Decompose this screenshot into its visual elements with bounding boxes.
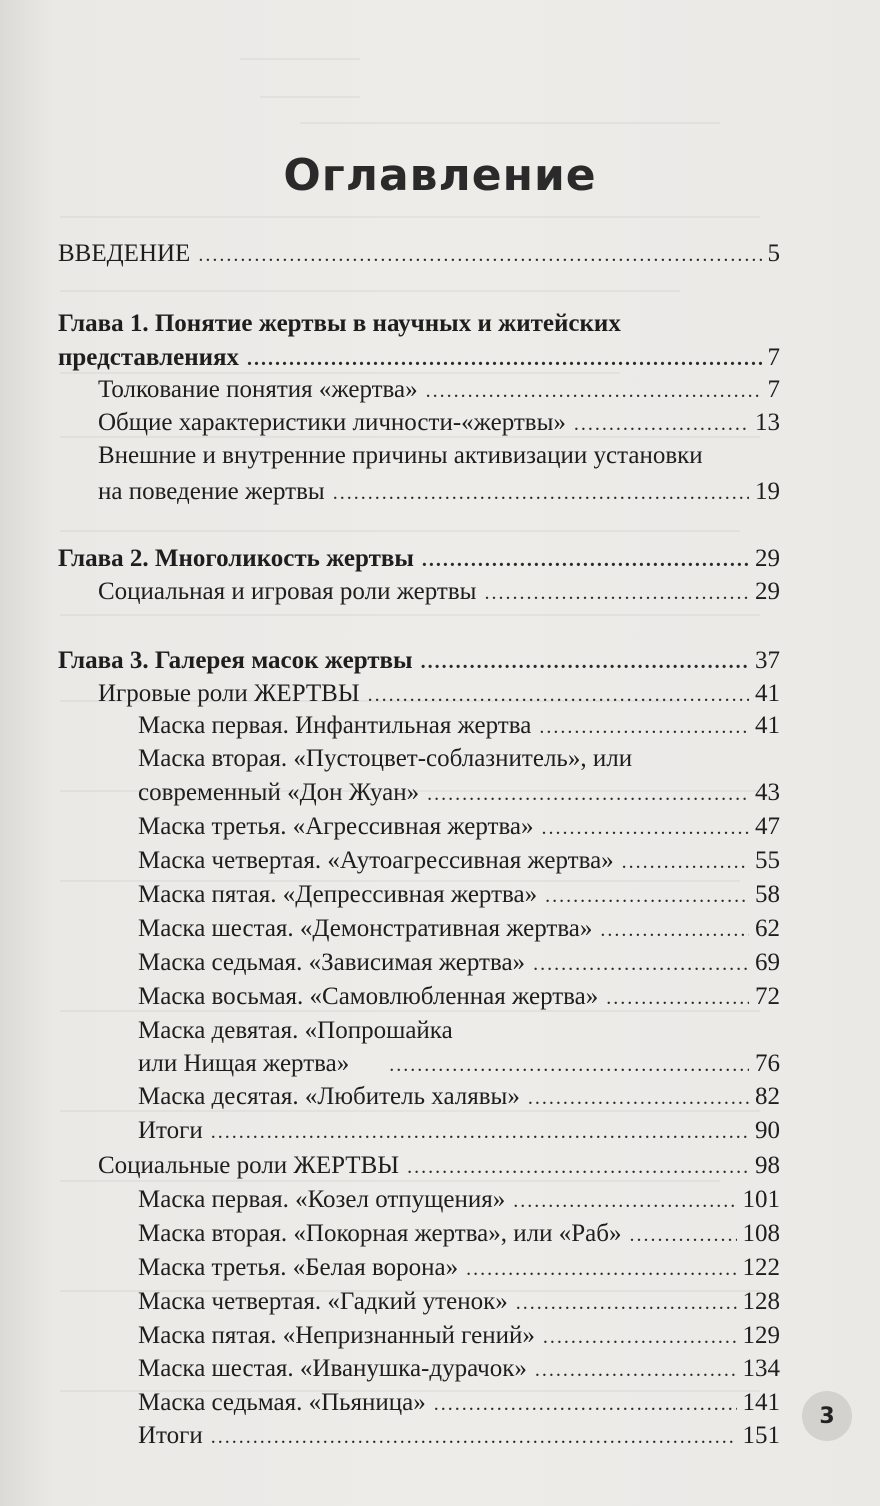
toc-entry-page: 72 <box>755 983 780 1010</box>
toc-entry-page: 55 <box>755 847 780 874</box>
toc-entry-label: Общие характеристики личности-«жертвы» <box>98 409 566 436</box>
toc-entry-page: 13 <box>755 409 780 436</box>
toc-entry-page: 7 <box>767 344 780 371</box>
toc-entry-page: 98 <box>755 1152 780 1179</box>
toc-entry-label: Маска первая. Инфантильная жертва <box>138 712 532 739</box>
toc-entry[interactable] <box>138 777 780 810</box>
toc-entry-label: Маска третья. «Белая ворона» <box>138 1254 459 1281</box>
leader-dots <box>528 1082 749 1114</box>
leader-dots <box>535 1354 737 1386</box>
toc-entry[interactable] <box>138 1048 780 1081</box>
leader-dots <box>606 982 749 1014</box>
toc-entry-label: Глава 2. Многоликость жертвы <box>58 545 414 572</box>
toc-entry-chapter-3[interactable] <box>58 645 780 678</box>
toc-entry[interactable] <box>138 947 780 980</box>
leader-dots <box>545 880 749 912</box>
leader-dots <box>434 1388 737 1420</box>
toc-entry[interactable] <box>138 1353 780 1386</box>
toc-entry-page: 5 <box>767 240 780 267</box>
leader-dots <box>622 846 749 878</box>
toc-entry-page: 37 <box>755 647 780 674</box>
toc-entry-page: 29 <box>755 578 780 605</box>
toc-entry-page: 29 <box>755 545 780 572</box>
toc-entry-chapter-2[interactable] <box>58 543 780 576</box>
toc-entry-game-roles[interactable] <box>98 678 780 711</box>
toc-entry[interactable] <box>98 576 780 609</box>
toc-entry[interactable] <box>98 407 780 440</box>
toc-entry-label: Итоги <box>138 1422 203 1449</box>
toc-entry-label: или Нищая жертва» <box>138 1050 350 1077</box>
toc-entry-line1[interactable]: Маска девятая. «Попрошайка <box>138 1017 453 1044</box>
toc-entry-label: Маска пятая. «Непризнанный гений» <box>138 1322 535 1349</box>
leader-dots <box>421 646 749 678</box>
leader-dots <box>422 544 749 576</box>
toc-entry-label: Маска шестая. «Демонстративная жертва» <box>138 915 593 942</box>
toc-entry-label: Маска четвертая. «Гадкий утенок» <box>138 1288 508 1315</box>
leader-dots <box>542 812 749 844</box>
page-title: Оглавление <box>283 150 597 201</box>
toc-entry-label: Маска третья. «Агрессивная жертва» <box>138 813 534 840</box>
toc-entry-page: 43 <box>755 779 780 806</box>
toc-entry-page: 82 <box>755 1083 780 1110</box>
toc-entry[interactable] <box>138 811 780 844</box>
toc-entry-intro[interactable] <box>58 238 780 271</box>
toc-entry-page: 7 <box>767 376 780 403</box>
toc-entry-page: 19 <box>755 478 780 505</box>
toc-entry-label: Глава 3. Галерея масок жертвы <box>58 647 413 674</box>
leader-dots <box>198 239 761 271</box>
leader-dots <box>211 1421 737 1453</box>
toc-entry[interactable] <box>138 1286 780 1319</box>
leader-dots <box>629 1219 736 1251</box>
toc-entry[interactable] <box>138 1252 780 1285</box>
toc-entry-page: 90 <box>755 1117 780 1144</box>
toc-entry-label: Маска четвертая. «Аутоагрессивная жертва» <box>138 847 614 874</box>
toc-entry-page: 41 <box>755 712 780 739</box>
toc-entry-label: на поведение жертвы <box>98 478 325 505</box>
toc-entry-page: 62 <box>755 915 780 942</box>
leader-dots <box>389 1049 749 1081</box>
toc-entry-label: Социальная и игровая роли жертвы <box>98 578 477 605</box>
toc-entry[interactable] <box>138 1420 780 1453</box>
leader-dots <box>513 1185 736 1217</box>
toc-entry-label: Социальные роли ЖЕРТВЫ <box>98 1152 400 1179</box>
leader-dots <box>427 778 749 810</box>
toc-entry-page: 129 <box>742 1322 780 1349</box>
leader-dots <box>211 1116 749 1148</box>
toc-entry[interactable] <box>138 1387 780 1420</box>
page-number-badge: 3 <box>802 1391 852 1441</box>
leader-dots <box>574 408 749 440</box>
toc-entry[interactable] <box>138 981 780 1014</box>
toc-entry-label: представлениях <box>58 344 240 371</box>
leader-dots <box>484 577 749 609</box>
toc-entry[interactable] <box>138 1320 780 1353</box>
leader-dots <box>368 679 749 711</box>
toc-entry-page: 151 <box>742 1422 780 1449</box>
toc-entry-label: ВВЕДЕНИЕ <box>58 240 191 267</box>
toc-entry[interactable] <box>138 1218 780 1251</box>
chapter-1-heading-line1[interactable]: Глава 1. Понятие жертвы в научных и житейских <box>58 310 621 337</box>
toc-entry-label: Маска шестая. «Иванушка-дурачок» <box>138 1355 527 1382</box>
toc-entry[interactable] <box>138 913 780 946</box>
toc-entry-label: Маска первая. «Козел отпущения» <box>138 1186 506 1213</box>
toc-entry-label: Маска восьмая. «Самовлюбленная жертва» <box>138 983 599 1010</box>
toc-entry-label: Маска седьмая. «Пьяница» <box>138 1389 426 1416</box>
toc-entry-page: 122 <box>742 1254 780 1281</box>
toc-entry-page: 47 <box>755 813 780 840</box>
toc-entry-page: 128 <box>742 1288 780 1315</box>
toc-entry-social-roles[interactable] <box>98 1150 780 1183</box>
toc-entry-page: 69 <box>755 949 780 976</box>
leader-dots <box>426 375 762 407</box>
toc-entry-page: 41 <box>755 680 780 707</box>
leader-dots <box>247 343 761 375</box>
toc-entry[interactable] <box>138 1115 780 1148</box>
toc-entry-label: Маска пятая. «Депрессивная жертва» <box>138 881 538 908</box>
toc-entry[interactable] <box>138 1184 780 1217</box>
leader-dots <box>333 477 749 509</box>
toc-entry-page: 141 <box>742 1389 780 1416</box>
toc-entry-line1[interactable]: Внешние и внутренние причины активизации установки <box>98 442 703 469</box>
toc-entry[interactable] <box>138 845 780 878</box>
toc-entry-page: 134 <box>742 1355 780 1382</box>
leader-dots <box>600 914 749 946</box>
toc-entry[interactable] <box>98 476 780 509</box>
toc-entry-label: современный «Дон Жуан» <box>138 779 420 806</box>
toc-entry-chapter-1[interactable] <box>58 342 780 375</box>
toc-entry-label: Игровые роли ЖЕРТВЫ <box>98 680 360 707</box>
leader-dots <box>516 1287 737 1319</box>
toc-entry-page: 108 <box>742 1220 780 1247</box>
leader-dots <box>533 948 749 980</box>
leader-dots <box>543 1321 737 1353</box>
toc-entry-label: Толкование понятия «жертва» <box>98 376 418 403</box>
toc-entry-page: 76 <box>755 1050 780 1077</box>
toc-entry[interactable] <box>98 374 780 407</box>
toc-entry-page: 101 <box>742 1186 780 1213</box>
leader-dots <box>539 711 749 743</box>
toc-entry-label: Маска седьмая. «Зависимая жертва» <box>138 949 526 976</box>
toc-entry-label: Итоги <box>138 1117 203 1144</box>
toc-entry[interactable] <box>138 879 780 912</box>
toc-entry[interactable] <box>138 710 780 743</box>
toc-entry-label: Маска десятая. «Любитель халявы» <box>138 1083 520 1110</box>
toc-entry[interactable] <box>138 1081 780 1114</box>
leader-dots <box>407 1151 749 1183</box>
toc-entry-label: Маска вторая. «Покорная жертва», или «Раб» <box>138 1220 622 1247</box>
toc-entry-line1[interactable]: Маска вторая. «Пустоцвет-соблазнитель», или <box>138 745 633 772</box>
toc-entry-page: 58 <box>755 881 780 908</box>
leader-dots <box>466 1253 736 1285</box>
